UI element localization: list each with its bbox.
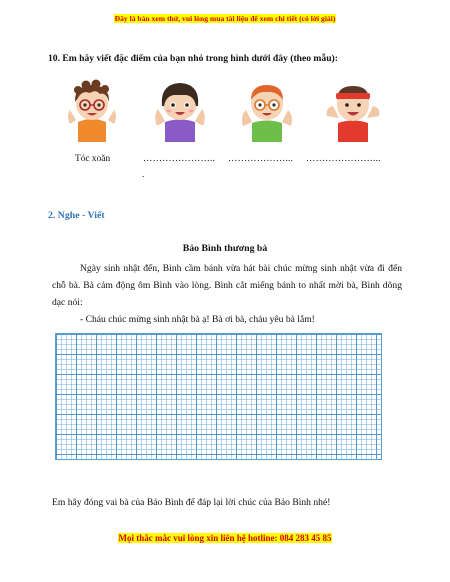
- handwriting-grid[interactable]: [55, 333, 382, 460]
- question-10-title: 10. Em hãy viết đặc điểm của bạn nhỏ trong hình dưới đây (theo mẫu):: [48, 53, 338, 64]
- top-notice-banner: [0, 14, 450, 23]
- example-answer-label: Tóc xoăn: [75, 154, 111, 164]
- story-paragraph: Ngày sinh nhật đến, Bình cầm bánh vừa hát bài chúc mừng sinh nhật vừa đi đến chỗ bà. Bà cảm động ôm Bình vào lòng. Bình cắt miếng bánh to nhất mời bà, Bình dõng dạc nói:: [52, 263, 402, 308]
- child-bangs-hair-icon: [150, 76, 210, 142]
- answer-blank-2: ………………...: [228, 154, 294, 164]
- story-title: Bảo Bình thương bà: [182, 243, 268, 254]
- section-2-heading: 2. Nghe - Viết: [48, 210, 105, 221]
- story-text: [52, 260, 402, 328]
- answer-blank-1: …………………..: [143, 154, 216, 164]
- bottom-hotline-banner: [0, 533, 450, 543]
- hotline-text: Mọi thắc mắc vui lòng xin liên hệ hotline: 084 283 45 85: [118, 533, 332, 543]
- story-quote: - Cháu chúc mừng sinh nhật bà ạ! Bà ơi bà, cháu yêu bà lắm!: [80, 314, 315, 325]
- answer-blank-tail: .: [142, 170, 145, 180]
- answer-blank-3: …………………...: [306, 154, 381, 164]
- child-glasses-curly-hair-icon: [62, 76, 122, 142]
- child-red-hair-glasses-icon: [237, 76, 297, 142]
- roleplay-instruction: Em hãy đóng vai bà của Bảo Bình để đáp lại lời chúc của Bảo Bình nhé!: [52, 497, 331, 508]
- preview-notice-text: Đây là bản xem thử, vui lòng mua tài liệu để xem chi tiết (có lời giải): [114, 14, 336, 23]
- child-headband-icon: [323, 76, 383, 142]
